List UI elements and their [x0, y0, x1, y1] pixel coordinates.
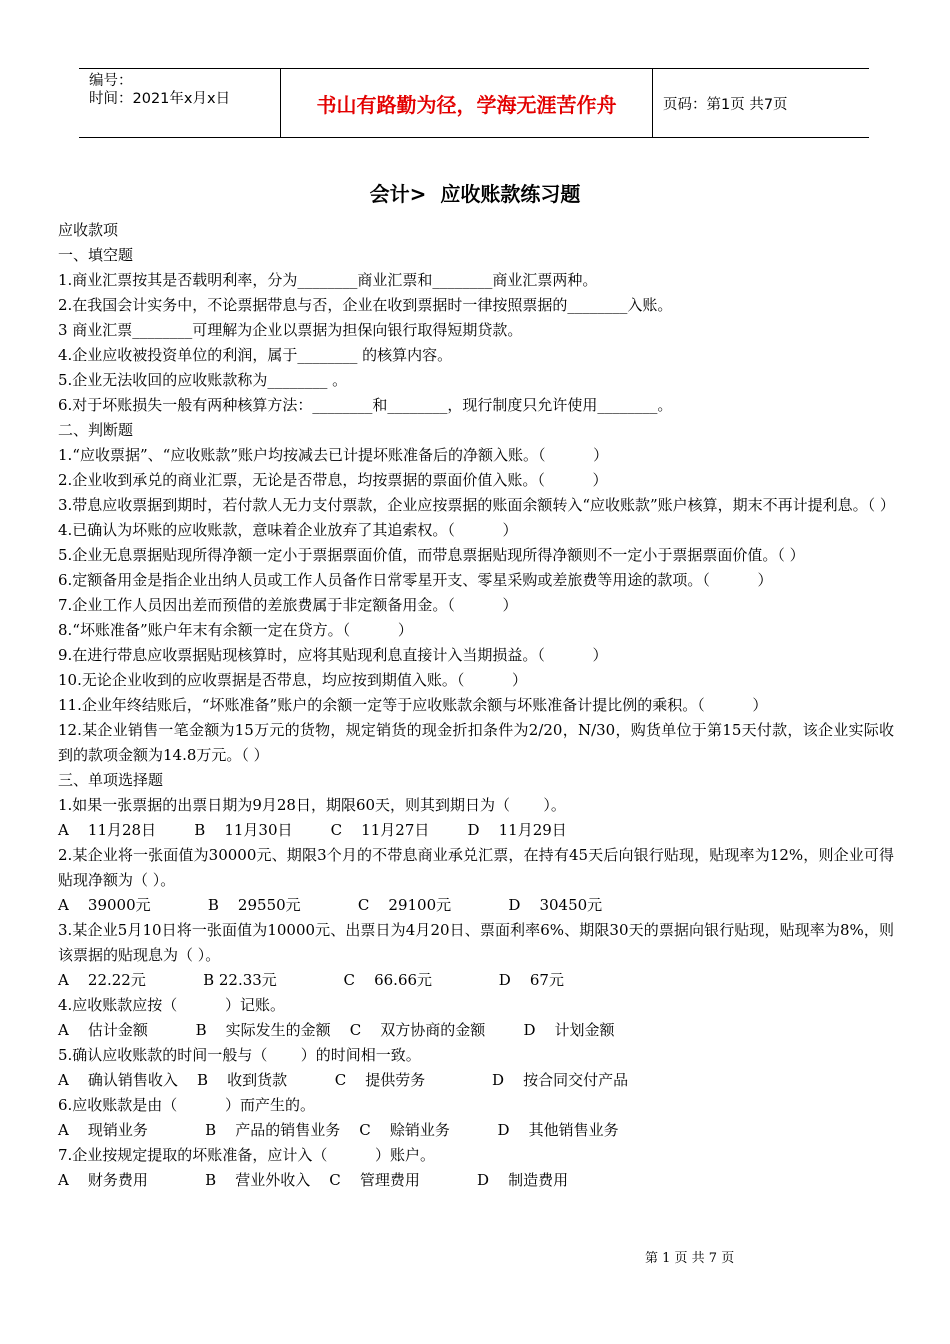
header-page-info: 页码：第1页 共7页 [663, 96, 788, 113]
text-line: A 22.22元 B 22.33元 C 66.66元 D 67元 [58, 971, 564, 989]
text-line: A 11月28日 B 11月30日 C 11月27日 D 11月29日 [58, 821, 567, 839]
text-line: 1.“应收票据”、“应收账款”账户均按减去已计提坏账准备后的净额入账。（ ） [58, 446, 609, 464]
page-footer: 第 1 页 共 7 页 [645, 1251, 735, 1266]
text-line: 2.某企业将一张面值为30000元、期限3个月的不带息商业承兑汇票，在持有45天后向银行贴现，贴现率为12%，则企业可得贴现净额为（ ）。 [58, 846, 894, 889]
document-body [58, 218, 894, 1193]
text-line: 1.如果一张票据的出票日期为9月28日，期限60天，则其到期日为（ ）。 [58, 796, 566, 814]
text-line: 7.企业工作人员因出差而预借的差旅费属于非定额备用金。（ ） [58, 596, 518, 614]
text-line: 5.企业无法收回的应收账款称为________ 。 [58, 371, 348, 389]
text-line: 3.某企业5月10日将一张面值为10000元、出票日为4月20日、票面利率6%、期限30天的票据向银行贴现，贴现率为8%，则该票据的贴现息为（ ）。 [58, 921, 894, 964]
text-line: A 39000元 B 29550元 C 29100元 D 30450元 [58, 896, 603, 914]
header-motto: 书山有路勤为径，学海无涯苦作舟 [281, 69, 653, 137]
page-header [79, 68, 869, 138]
text-line: 6.对于坏账损失一般有两种核算方法：________和________，现行制度只允许使用________。 [58, 396, 673, 414]
text-line: A 现销业务 B 产品的销售业务 C 赊销业务 D 其他销售业务 [58, 1121, 619, 1139]
text-line: 应收款项 [58, 221, 119, 239]
text-line: 2.企业收到承兑的商业汇票，无论是否带息，均按票据的票面价值入账。（ ） [58, 471, 608, 489]
header-time-label: 时间：2021年x月x日 [89, 91, 231, 107]
text-line: 5.确认应收账款的时间一般与（ ）的时间相一致。 [58, 1046, 421, 1064]
text-line: 4.企业应收被投资单位的利润，属于________ 的核算内容。 [58, 346, 453, 364]
text-line: 二、判断题 [58, 421, 134, 439]
text-line: 5.企业无息票据贴现所得净额一定小于票据票面价值，而带息票据贴现所得净额则不一定小于票据票面价值。（ ） [58, 546, 805, 564]
text-line: A 确认销售收入 B 收到货款 C 提供劳务 D 按合同交付产品 [58, 1071, 629, 1089]
text-line: 6.定额备用金是指企业出纳人员或工作人员备作日常零星开支、零星采购或差旅费等用途的款项。（ ） [58, 571, 773, 589]
header-meta [79, 69, 281, 137]
text-line: 一、填空题 [58, 246, 134, 264]
text-line: 3 商业汇票________可理解为企业以票据为担保向银行取得短期贷款。 [58, 321, 523, 339]
header-number-label: 编号： [89, 73, 133, 89]
text-line: 7.企业按规定提取的坏账准备，应计入（ ）账户。 [58, 1146, 435, 1164]
text-line: 4.已确认为坏账的应收账款，意味着企业放弃了其追索权。（ ） [58, 521, 518, 539]
document-title: 会计> 应收账款练习题 [369, 182, 581, 206]
text-line: 4.应收账款应按（ ）记账。 [58, 996, 285, 1014]
text-line: A 财务费用 B 营业外收入 C 管理费用 D 制造费用 [58, 1171, 569, 1189]
text-line: 3.带息应收票据到期时，若付款人无力支付票款，企业应按票据的账面余额转入“应收账款”账户核算，期末不再计提利息。（ ） [58, 496, 895, 514]
text-line: 2.在我国会计实务中，不论票据带息与否，企业在收到票据时一律按照票据的________入账。 [58, 296, 673, 314]
text-line: 9.在进行带息应收票据贴现核算时，应将其贴现利息直接计入当期损益。（ ） [58, 646, 608, 664]
text-line: 11.企业年终结账后，“坏账准备”账户的余额一定等于应收账款余额与坏账准备计提比例的乘积。（ ） [58, 696, 768, 714]
text-line: 12.某企业销售一笔金额为15万元的货物，规定销货的现金折扣条件为2/20，N/30，购货单位于第15天付款，该企业实际收到的款项金额为14.8万元。（ ） [58, 721, 894, 764]
text-line: 1.商业汇票按其是否载明利率，分为________商业汇票和________商业汇票两种。 [58, 271, 598, 289]
text-line: 8.“坏账准备”账户年末有余额一定在贷方。（ ） [58, 621, 413, 639]
text-line: 三、单项选择题 [58, 771, 164, 789]
text-line: A 估计金额 B 实际发生的金额 C 双方协商的金额 D 计划金额 [58, 1021, 615, 1039]
text-line: 6.应收账款是由（ ）而产生的。 [58, 1096, 315, 1114]
text-line: 10.无论企业收到的应收票据是否带息，均应按到期值入账。（ ） [58, 671, 528, 689]
